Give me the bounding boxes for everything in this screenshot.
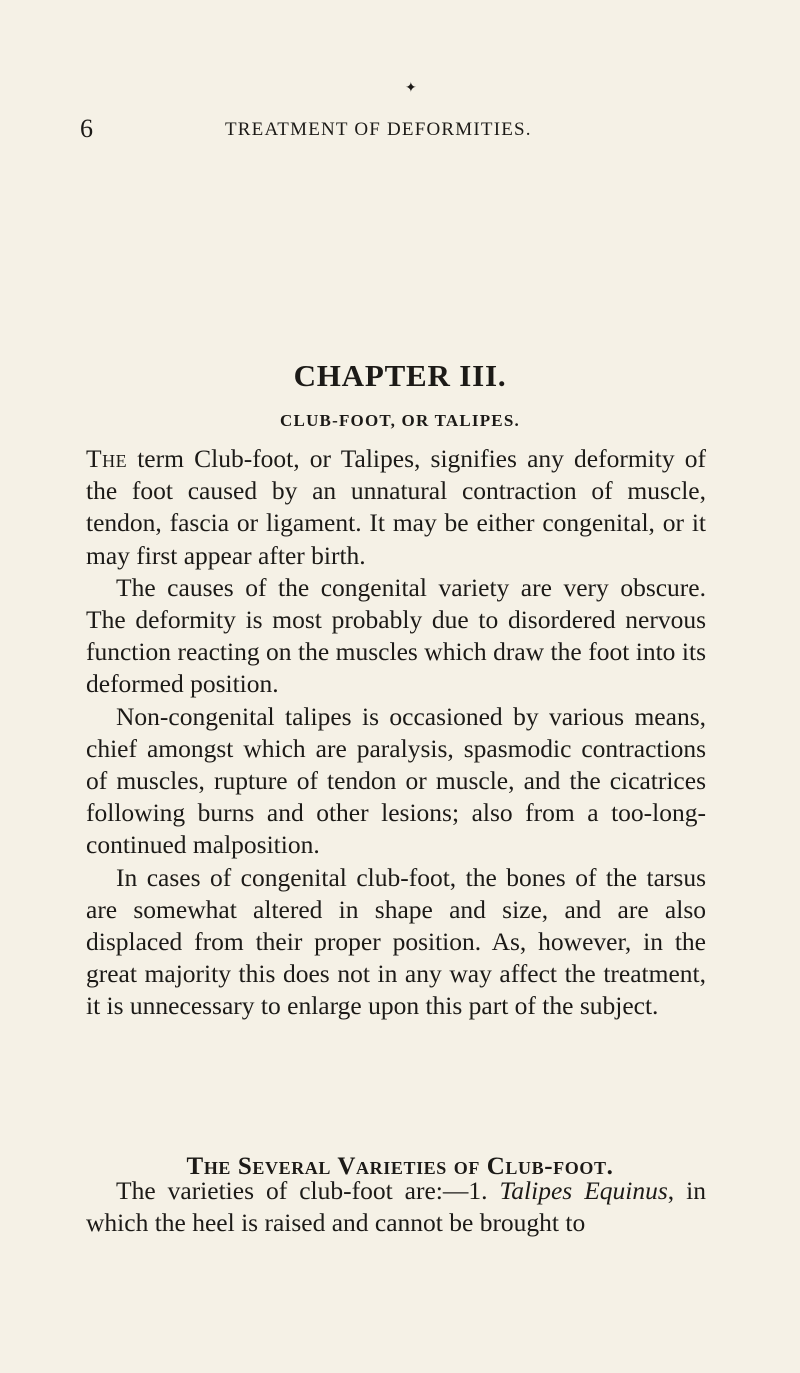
varieties-intro: The varieties of club-foot are:—1. [116, 1176, 500, 1205]
running-title: TREATMENT OF DEFORMITIES. [225, 119, 532, 140]
paragraph-4: In cases of congenital club-foot, the bones of the tarsus are somewhat altered in shape and size, and are also displaced from their proper position. As, however, in the great majority this does not in any way affect the treatment, it is unnecessary to enlarge upon this part of the subject. [86, 862, 706, 1021]
talipes-equinus-term: Talipes Equinus [499, 1176, 668, 1205]
chapter-title: CHAPTER III. [293, 357, 507, 393]
paragraph-2: The causes of the congenital variety are very obscure. The deformity is most probably due to disordered nervous function reacting on the muscles which draw the foot into its deformed position. [86, 572, 706, 699]
paragraph-lead: The [86, 444, 128, 473]
printer-mark: ✦ [405, 81, 417, 96]
section-heading: The Several Varieties of Club-foot. [186, 1153, 614, 1180]
page-number: 6 [80, 114, 93, 143]
chapter-body [86, 443, 706, 1023]
varieties-text [86, 1175, 706, 1239]
running-head [80, 112, 720, 146]
paragraph-1 [86, 443, 706, 572]
chapter-subtitle: CLUB-FOOT, OR TALIPES. [280, 411, 520, 431]
paragraph-3: Non-congenital talipes is occasioned by various means, chief amongst which are paralysis, spasmodic contractions of muscles, rupture of tendon or muscle, and the cicatrices following burns and other lesions; also from a too-long-continued malposition. [86, 701, 706, 860]
paragraph-text: term Club-foot, or Talipes, signifies any deformity of the foot caused by an unnatural contraction of muscle, tendon, fascia or ligament. It may be either congenital, or it may first appear after birth. [86, 444, 706, 570]
varieties-paragraph [86, 1175, 706, 1239]
varieties-continuation: , in which the heel is raised and cannot be brought to [86, 1176, 706, 1238]
